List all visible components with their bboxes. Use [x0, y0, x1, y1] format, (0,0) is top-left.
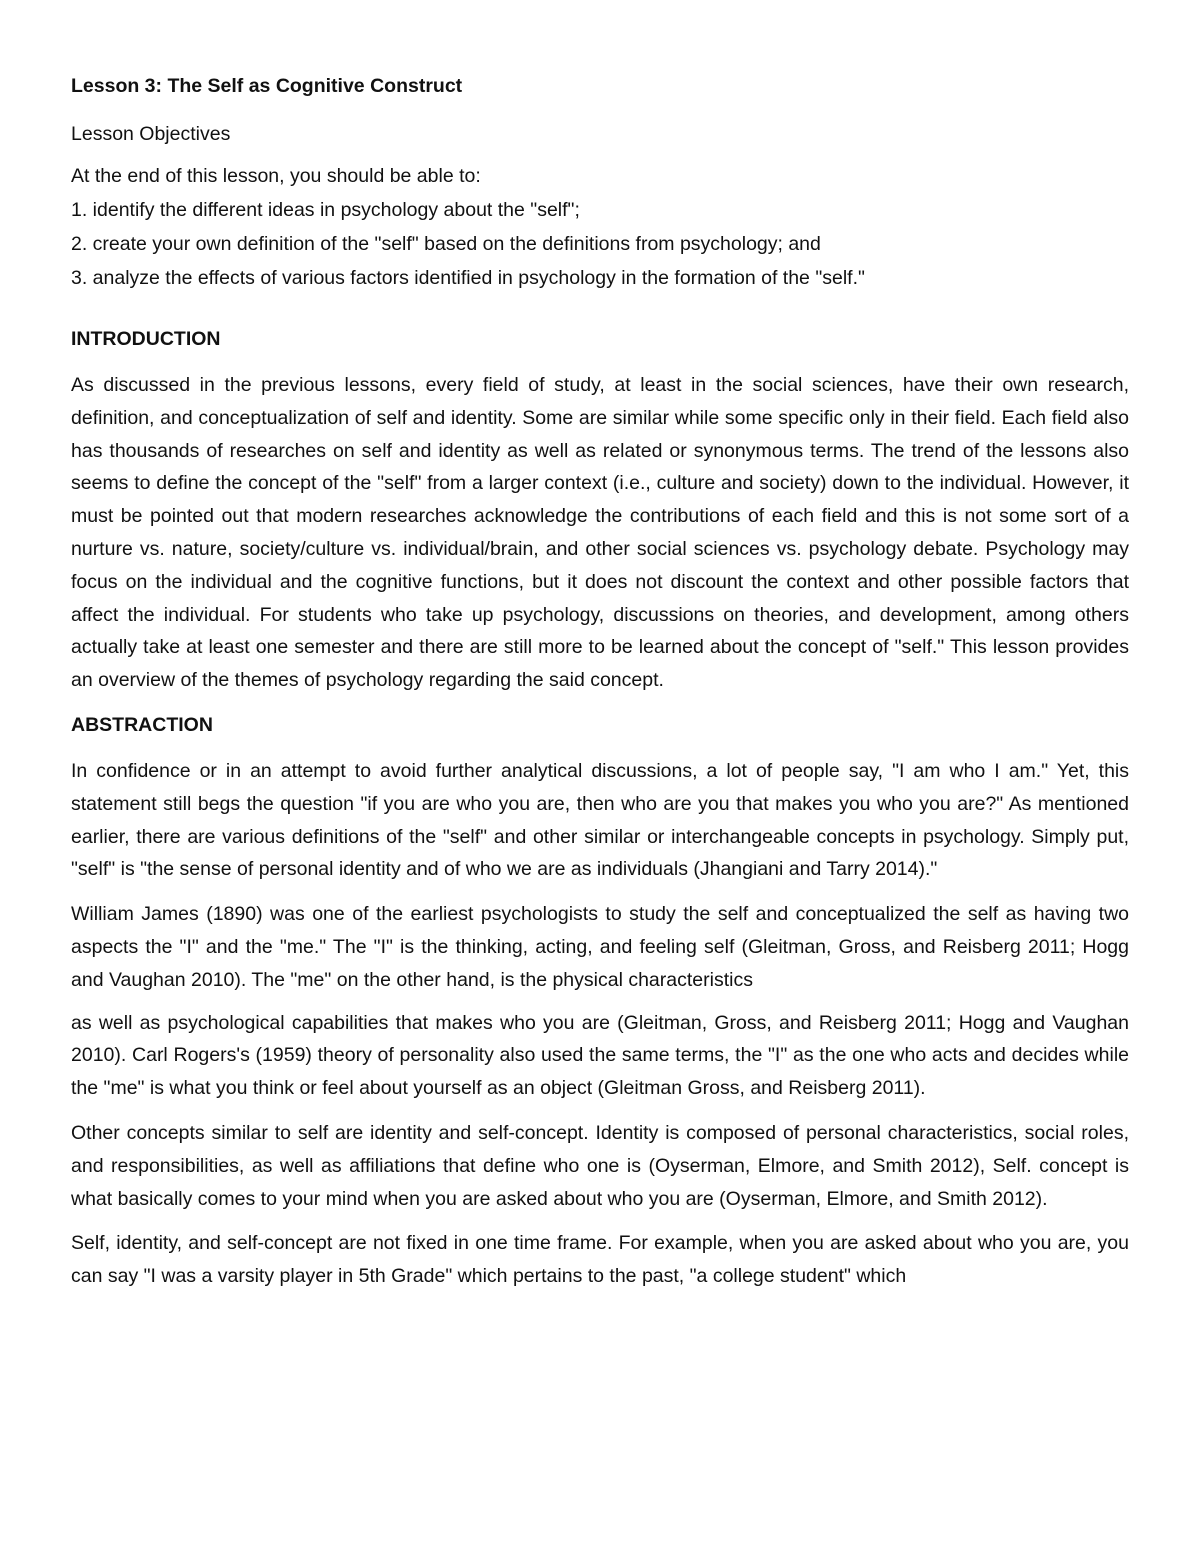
abstraction-heading: ABSTRACTION [71, 713, 213, 736]
objectives-heading: Lesson Objectives [71, 123, 231, 145]
objective-item: 3. analyze the effects of various factors identified in psychology in the formation of the "self." [71, 267, 865, 289]
objective-item: 1. identify the different ideas in psychology about the "self"; [71, 199, 580, 221]
abstraction-paragraph: William James (1890) was one of the earliest psychologists to study the self and conceptualized the self as having two aspects the "I" and the "me." The "I" is the thinking, acting, and feeling self (Gleitman, Gross, and Reisberg 2011; Hogg and Vaughan 2010). The "me" on the other hand, is the physical characteristics [71, 903, 1129, 991]
abstraction-paragraph: In confidence or in an attempt to avoid further analytical discussions, a lot of people say, "I am who I am." Yet, this statement still begs the question "if you are who you are, then who are you that makes you who you are?" As mentioned earlier, there are various definitions of the "self" and other similar or interchangeable concepts in psychology. Simply put, "self" is "the sense of personal identity and of who we are as individuals (Jhangiani and Tarry 2014)." [71, 759, 1129, 881]
lesson-title: Lesson 3: The Self as Cognitive Construct [71, 75, 463, 97]
abstraction-paragraph: Other concepts similar to self are identity and self-concept. Identity is composed of personal characteristics, social roles, and responsibilities, as well as affiliations that define who one is (Oyserman, Elmore, and Smith 2012), Self. concept is what basically comes to your mind when you are asked about who you are (Oyserman, Elmore, and Smith 2012). [71, 1121, 1129, 1210]
abstraction-paragraph: as well as psychological capabilities that makes who you are (Gleitman, Gross, and Reisberg 2011; Hogg and Vaughan 2010). Carl Rogers's (1959) theory of personality also used the same terms, the "I" as the one who acts and decides while the "me" is what you think or feel about yourself as an object (Gleitman Gross, and Reisberg 2011). [71, 1011, 1129, 1100]
objective-item: 2. create your own definition of the "self" based on the definitions from psychology; and [71, 233, 821, 255]
abstraction-paragraph: Self, identity, and self-concept are not fixed in one time frame. For example, when you are asked about who you are, you can say "I was a varsity player in 5th Grade" which pertains to the past, "a college student" which [71, 1232, 1129, 1288]
document-page [71, 72, 1129, 1305]
objectives-list [71, 159, 1129, 295]
introduction-paragraph: As discussed in the previous lessons, every field of study, at least in the social sciences, have their own research, definition, and conceptualization of self and identity. Some are similar while some specific only in their field. Each field also has thousands of researches on self and identity as well as related or synonymous terms. The trend of the lessons also seems to define the concept of the "self" from a larger context (i.e., culture and society) down to the individual. However, it must be pointed out that modern researches acknowledge the contributions of each field and this is not some sort of a nurture vs. nature, society/culture vs. individual/brain, and other social sciences vs. psychology debate. Psychology may focus on the individual and the cognitive functions, but it does not discount the context and other possible factors that affect the individual. For students who take up psychology, discussions on theories, and development, among others actually take at least one semester and there are still more to be learned about the concept of "self." This lesson provides an overview of the themes of psychology regarding the said concept. [71, 374, 1129, 692]
objectives-intro: At the end of this lesson, you should be able to: [71, 165, 481, 187]
introduction-heading: INTRODUCTION [71, 328, 221, 350]
